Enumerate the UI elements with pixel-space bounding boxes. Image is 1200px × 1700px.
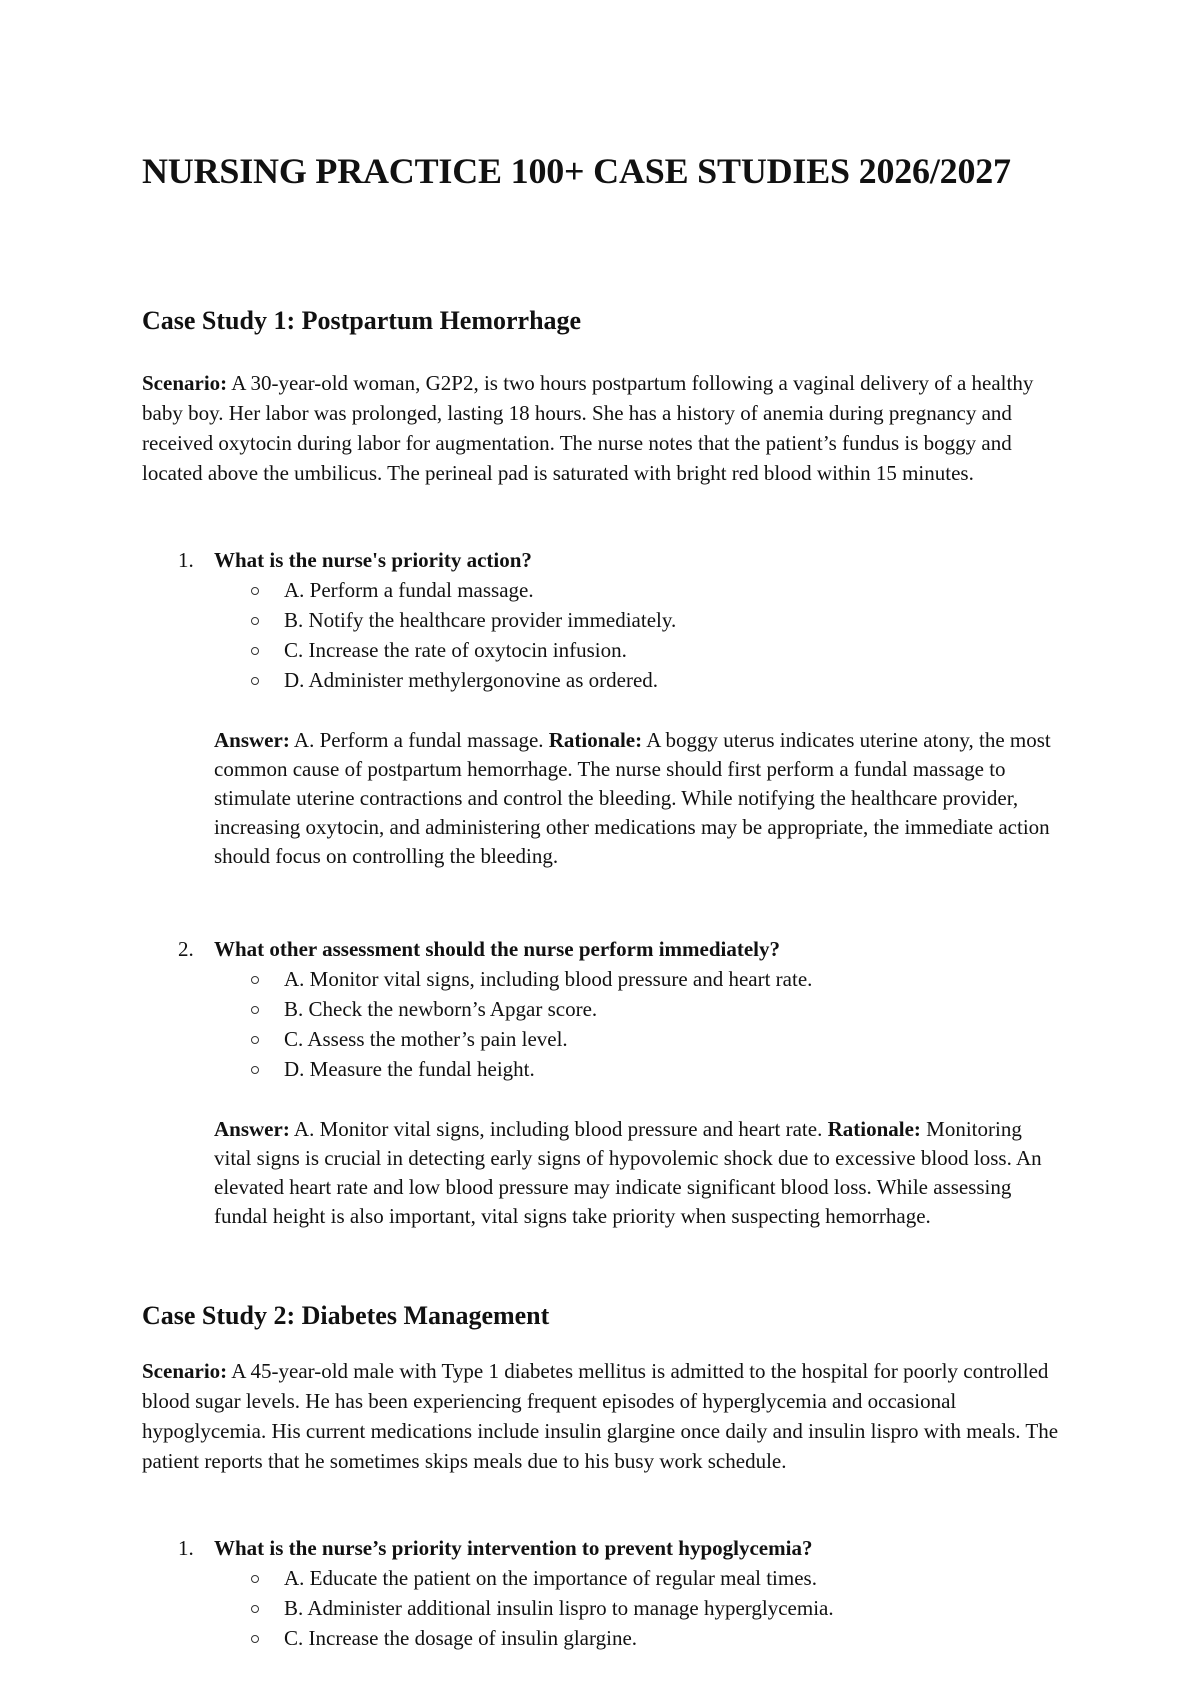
circle-bullet-icon: [251, 587, 259, 595]
option-text: C. Assess the mother’s pain level.: [284, 1027, 568, 1051]
option-text: A. Monitor vital signs, including blood pressure and heart rate.: [284, 967, 813, 991]
answer-text: A. Perform a fundal massage.: [293, 728, 544, 752]
option-text: B. Administer additional insulin lispro to manage hyperglycemia.: [284, 1596, 834, 1620]
case-study-2-heading: Case Study 2: Diabetes Management: [142, 1301, 550, 1330]
option-text: A. Educate the patient on the importance of regular meal times.: [284, 1566, 817, 1590]
option-text: D. Administer methylergonovine as ordered.: [284, 668, 659, 692]
case-1-question-2-answer: [214, 1115, 1064, 1231]
rationale-text: Monitoring vital signs is crucial in detecting early signs of hypovolemic shock due to excessive blood loss. An elevated heart rate and low blood pressure may indicate significant blood loss. While assessing fundal height is also important, vital signs take priority when suspecting hemorrhage.: [214, 1117, 1042, 1228]
case-1-question-1-answer: [214, 726, 1064, 871]
case-study-1-scenario: [142, 368, 1067, 488]
circle-bullet-icon: [251, 1066, 259, 1074]
scenario-label: Scenario:: [142, 371, 228, 395]
rationale-label: Rationale:: [548, 728, 643, 752]
circle-bullet-icon: [251, 976, 259, 984]
question-number: 1.: [178, 548, 194, 572]
question-number: 1.: [178, 1536, 194, 1560]
rationale-text: A boggy uterus indicates uterine atony, the most common cause of postpartum hemorrhage. The nurse should first perform a fundal massage to stimulate uterine contractions and control the bleeding. While notifying the healthcare provider, increasing oxytocin, and administering other medications may be appropriate, the immediate action should focus on controlling the bleeding.: [214, 728, 1051, 868]
answer-label: Answer:: [214, 728, 290, 752]
rationale-label: Rationale:: [827, 1117, 921, 1141]
scenario-text: A 30-year-old woman, G2P2, is two hours postpartum following a vaginal delivery of a healthy baby boy. Her labor was prolonged, lasting 18 hours. She has a history of anemia during pregnancy and received oxytocin during labor for augmentation. The nurse notes that the patient’s fundus is boggy and located above the umbilicus. The perineal pad is saturated with bright red blood within 15 minutes.: [142, 371, 1034, 485]
case-study-2-scenario: [142, 1356, 1067, 1476]
option-text: D. Measure the fundal height.: [284, 1057, 535, 1081]
circle-bullet-icon: [251, 1006, 259, 1014]
circle-bullet-icon: [251, 1036, 259, 1044]
circle-bullet-icon: [251, 617, 259, 625]
circle-bullet-icon: [251, 1575, 259, 1583]
option-text: C. Increase the dosage of insulin glargine.: [284, 1626, 638, 1650]
circle-bullet-icon: [251, 647, 259, 655]
answer-label: Answer:: [214, 1117, 290, 1141]
scenario-label: Scenario:: [142, 1359, 228, 1383]
question-text: What other assessment should the nurse perform immediately?: [214, 937, 780, 961]
circle-bullet-icon: [251, 677, 259, 685]
option-text: B. Notify the healthcare provider immediately.: [284, 608, 677, 632]
question-text: What is the nurse’s priority intervention to prevent hypoglycemia?: [214, 1536, 813, 1560]
document-title: NURSING PRACTICE 100+ CASE STUDIES 2026/2027: [142, 151, 1011, 191]
option-text: B. Check the newborn’s Apgar score.: [284, 997, 598, 1021]
case-study-1-heading: Case Study 1: Postpartum Hemorrhage: [142, 306, 582, 335]
answer-text: A. Monitor vital signs, including blood pressure and heart rate.: [293, 1117, 823, 1141]
question-number: 2.: [178, 937, 194, 961]
option-text: A. Perform a fundal massage.: [284, 578, 534, 602]
circle-bullet-icon: [251, 1605, 259, 1613]
circle-bullet-icon: [251, 1635, 259, 1643]
option-text: C. Increase the rate of oxytocin infusion.: [284, 638, 627, 662]
question-text: What is the nurse's priority action?: [214, 548, 532, 572]
scenario-text: A 45-year-old male with Type 1 diabetes mellitus is admitted to the hospital for poorly controlled blood sugar levels. He has been experiencing frequent episodes of hyperglycemia and occasional hypoglycemia. His current medications include insulin glargine once daily and insulin lispro with meals. The patient reports that he sometimes skips meals due to his busy work schedule.: [142, 1359, 1059, 1473]
